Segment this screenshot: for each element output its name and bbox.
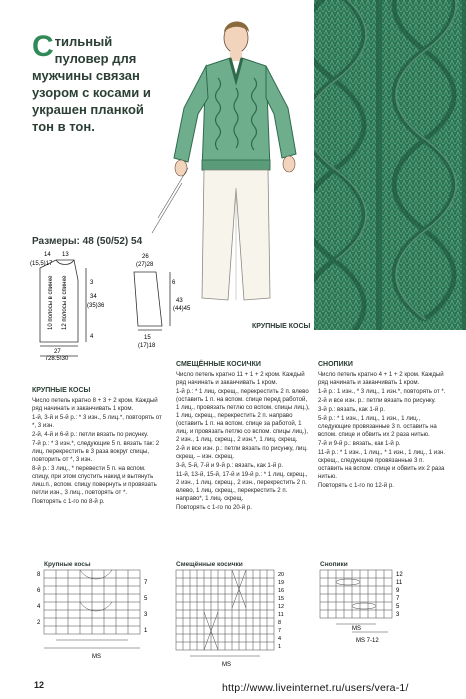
col1-title: КРУПНЫЕ КОСЫ [32, 387, 91, 394]
chart2-row-label: 20 [278, 572, 285, 578]
chart3-repeat-ms: MS [352, 626, 361, 632]
column-shifted-braids [176, 361, 310, 513]
intro-text [32, 30, 162, 135]
schem-label-26: 26 [142, 254, 149, 260]
cable-texture [314, 0, 466, 330]
chart2-repeat: MS [222, 662, 231, 668]
chart2-right-label: 7 [278, 628, 282, 634]
col2-line: 3-й, 5-й, 7-й и 9-й р.: вязать, как 1-й р. [176, 462, 284, 469]
chart3-right-label: 11 [396, 580, 403, 586]
schem-label-2728: (27)28 [136, 262, 154, 268]
schem-label-285: (28,5)30 [46, 356, 69, 360]
chart3-right-label: 3 [396, 612, 400, 618]
col2-line: 1-й р.: * 1 лиц. скрещ., перекрестить 2 п. влево (оставить 1 п. на вспом. спице перед работой, 1 лиц., провязать петлю со вспом. спицы лиц.), 1 лиц. скрещ., перекрестить 2 п. направо (оставить 1 п. на вспом. спице за работой, 1 лиц. и провязать петлю со вспом. спицы лиц.), 2 изн., 1 лиц. скрещ., 2 изн.*, 1 лиц. скрещ. [176, 388, 310, 443]
chart2-row-label: 12 [278, 604, 285, 610]
chart1-row-label: 2 [37, 620, 41, 626]
chart3-right-label: 9 [396, 588, 400, 594]
photo-caption: КРУПНЫЕ КОСЫ [252, 323, 311, 330]
page-number: 12 [34, 680, 45, 690]
chart1-right-label: 5 [144, 596, 148, 602]
chart-shifted-braids [170, 568, 294, 672]
schem-label-15: 15 [144, 335, 151, 341]
chart2-row-label: 16 [278, 588, 285, 594]
chart1-right-label: 7 [144, 580, 148, 586]
chart1-grid [36, 568, 160, 660]
chart3-title: Снопики [320, 561, 348, 568]
col1-line: Повторять с 1-го по 8-й р. [32, 498, 105, 505]
chart2-right-label: 15 [278, 596, 285, 602]
schem-side-label-1: 10 полосы в спинке [48, 275, 54, 330]
chart2-right-label: 1 [278, 644, 282, 650]
col2-line: Число петель кратно 11 + 1 + 2 кром. Каждый ряд начинать и заканчивать 1 кром. [176, 371, 305, 386]
schem-side-label-2: 12 полосы в спинке [62, 275, 68, 330]
schem-label-3536: (35)36 [87, 303, 105, 309]
schem-label-1718: (17)18 [138, 343, 156, 349]
col2-line: 2-й и все изн. р.: петли вязать по рисунку, лиц. скрещ. – изн. скрещ. [176, 445, 308, 460]
col3-line: 3-й р.: вязать, как 1-й р. [318, 406, 385, 413]
col3-line: 2-й и все изн. р.: петли вязать по рисунку. [318, 397, 436, 404]
chart1-row-label: 6 [37, 588, 41, 594]
col1-line: 8-й р.: 3 лиц., * перевести 5 п. на вспом. спицу, при этом спустить накид и вытянуть лиш.п., вспом. спицу повернуть и провязать петли изн., 3 лиц., повторять от *. [32, 465, 157, 496]
col3-line: 5-й р.: * 1 изн., 1 лиц., 1 изн., 1 лиц., следующие провязанные 3 п. оставить на вспом. спице и обвить их 2 раза нитью. [318, 415, 437, 438]
chart1-repeat: MS [92, 654, 101, 660]
col3-line: 1-й р.: 1 изн., * 3 лиц., 1 изн.*, повторять от *. [318, 388, 446, 395]
chart1-right-label: 1 [144, 628, 148, 634]
schem-label-155: (15,5)17 [30, 261, 53, 267]
chart3-repeat: MS 7-12 [356, 638, 379, 644]
chart-sheaves [314, 568, 424, 652]
source-url[interactable]: http://www.liveinternet.ru/users/vera-1/ [222, 682, 409, 694]
col2-line: 11-й, 13-й, 15-й, 17-й и 19-й р.: * 1 лиц. скрещ., 2 изн., 1 лиц. скрещ., 2 изн., перекрестить 2 п. влево, 1 лиц. скрещ., перекрестить 2 п. направо*, 1 лиц. скрещ. [176, 471, 308, 502]
chart2-title: Смещённые косички [176, 561, 243, 568]
chart3-right-label: 5 [396, 604, 400, 610]
col2-line: Повторять с 1-го по 20-й р. [176, 504, 252, 511]
column-big-cables [32, 387, 164, 507]
col3-line: Число петель кратно 4 + 1 + 2 кром. Каждый ряд начинать и заканчивать 1 кром. [318, 371, 444, 386]
sizes-line: Размеры: 48 (50/52) 54 [32, 236, 143, 247]
schem-label-14: 14 [44, 252, 51, 258]
schem-label-3: 3 [90, 280, 94, 286]
col1-line: 1-й, 3-й и 5-й р.: * 3 изн., 5 лиц.*, повторять от *, 3 изн. [32, 414, 162, 429]
schem-label-43: 43 [176, 298, 183, 304]
col2-title: СМЕЩЁННЫЕ КОСИЧКИ [176, 361, 261, 368]
drop-cap: С [32, 30, 54, 63]
col1-line: 7-й р.: * 3 изн.*, следующие 5 п. вязать так: 2 лиц. перекрестить в 3 раза вокруг спицы, повторить от *, 3 изн. [32, 440, 160, 463]
col3-title: СНОПИКИ [318, 361, 353, 368]
chart3-grid [314, 568, 424, 652]
schem-label-27: 27 [54, 349, 61, 355]
schem-label-34: 34 [90, 294, 97, 300]
chart1-right-label: 3 [144, 612, 148, 618]
garment-schematic [30, 250, 210, 360]
col3-line: Повторять с 1-го по 12-й р. [318, 482, 394, 489]
schem-label-4445: (44)45 [173, 306, 191, 312]
schem-label-4: 4 [90, 334, 94, 340]
schematic-svg [30, 250, 210, 360]
chart1-row-label: 8 [37, 572, 41, 578]
col1-line: 2-й, 4-й и 6-й р.: петли вязать по рисунку. [32, 431, 149, 438]
intro-body: тильный пуловер для мужчины связан узором с косами и украшен планкой тон в тон. [32, 34, 151, 134]
col3-line: 7-й и 9-й р.: вязать, как 1-й р. [318, 440, 401, 447]
schem-label-13: 13 [62, 252, 69, 258]
chart3-right-label: 7 [396, 596, 400, 602]
chart-big-cables [36, 568, 160, 660]
knit-photo [314, 0, 466, 330]
schem-label-6: 6 [172, 280, 176, 286]
col3-line: 11-й р.: * 1 изн., 1 лиц., * 1 изн., 1 лиц., 1 изн. скрещ., следующие провязанные 3 п. оставить на вспом. спице и обвить их 2 раза нитью. [318, 449, 446, 480]
chart2-row-label: 4 [278, 636, 282, 642]
chart1-title: Крупные косы [44, 561, 91, 568]
chart1-row-label: 4 [37, 604, 41, 610]
column-sheaves [318, 361, 450, 491]
chart2-right-label: 11 [278, 612, 284, 618]
col1-line: Число петель кратно 8 + 3 + 2 кром. Каждый ряд начинать и заканчивать 1 кром. [32, 397, 158, 412]
chart3-row-label: 12 [396, 572, 403, 578]
chart2-right-label: 19 [278, 580, 285, 586]
chart2-row-label: 8 [278, 620, 282, 626]
chart2-grid [170, 568, 294, 672]
